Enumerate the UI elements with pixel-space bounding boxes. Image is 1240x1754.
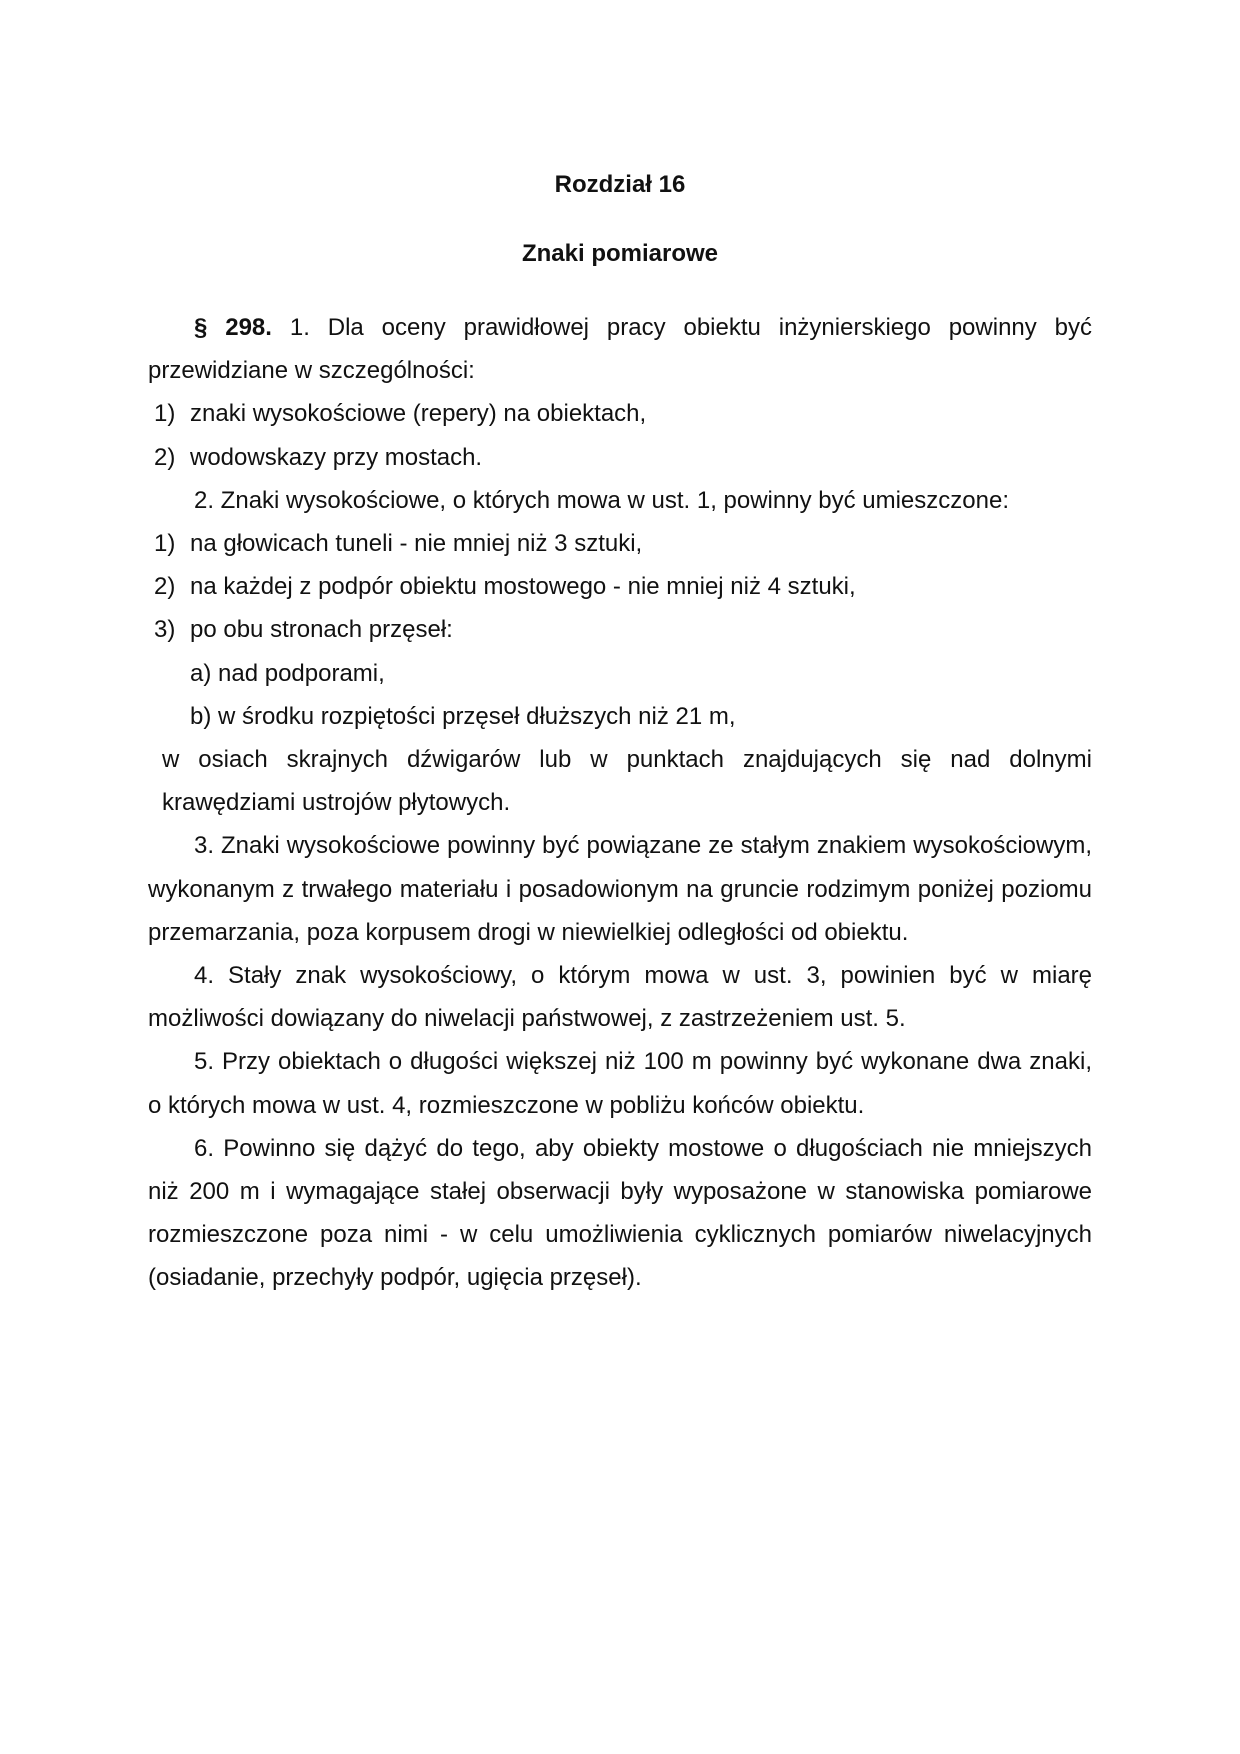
paragraph-5: 5. Przy obiektach o długości większej niż 100 m powinny być wykonane dwa znaki, o których mowa w ust. 4, rozmieszczone w pobliżu końców obiektu.	[148, 1048, 1092, 1119]
paragraph-3: 3. Znaki wysokościowe powinny być powiązane ze stałym znakiem wysokościowym, wykonanym z trwałego materiału i posadowionym na gruncie rodzimym poniżej poziomu przemarzania, poza korpusem drogi w niewielkiej odległości od obiektu.	[148, 832, 1092, 946]
paragraph-6: 6. Powinno się dążyć do tego, aby obiekty mostowe o długościach nie mniejszych niż 200 m i wymagające stałej obserwacji były wyposażone w stanowiska pomiarowe rozmieszczone poza nimi - w celu umożliwienia cyklicznych pomiarów niwelacyjnych (osiadanie, przechyły podpór, ugięcia przęseł).	[148, 1134, 1092, 1292]
list-item-number: 2)	[154, 573, 176, 601]
list-item-text: znaki wysokościowe (repery) na obiektach,	[190, 400, 647, 428]
document-body	[148, 306, 1092, 1300]
paragraph-1	[148, 306, 1092, 392]
list-item	[148, 436, 1092, 479]
sub-item: a) nad podporami,	[190, 659, 385, 687]
list-item-number: 1)	[154, 530, 176, 558]
list-item	[148, 392, 1092, 435]
list-item	[148, 608, 1092, 651]
list-item-number: 3)	[154, 616, 176, 644]
list-item	[148, 522, 1092, 565]
list-item-text: po obu stronach przęseł:	[190, 616, 453, 644]
sub-item: b) w środku rozpiętości przęseł dłuższych niż 21 m,	[190, 702, 736, 730]
list-item-text: na głowicach tuneli - nie mniej niż 3 sztuki,	[190, 530, 643, 558]
list-item-text: na każdej z podpór obiektu mostowego - nie mniej niż 4 sztuki,	[190, 573, 856, 601]
list-item	[148, 565, 1092, 608]
paragraph-2-continuation: w osiach skrajnych dźwigarów lub w punktach znajdujących się nad dolnymi krawędziami ustrojów płytowych.	[162, 746, 1092, 817]
section-symbol: § 298.	[194, 314, 272, 341]
list-item-text: wodowskazy przy mostach.	[190, 443, 483, 471]
paragraph-4: 4. Stały znak wysokościowy, o którym mowa w ust. 3, powinien być w miarę możliwości dowiązany do niwelacji państwowej, z zastrzeżeniem ust. 5.	[148, 962, 1092, 1033]
paragraph-2: 2. Znaki wysokościowe, o których mowa w ust. 1, powinny być umieszczone:	[194, 486, 1009, 514]
chapter-heading: Rozdział 16	[554, 171, 686, 198]
list-item-number: 2)	[154, 443, 176, 471]
section-title: Znaki pomiarowe	[521, 240, 719, 267]
paragraph-1-text: 1. Dla oceny prawidłowej pracy obiektu inżynierskiego powinny być przewidziane w szczególności:	[148, 314, 1093, 385]
list-item-number: 1)	[154, 400, 176, 428]
